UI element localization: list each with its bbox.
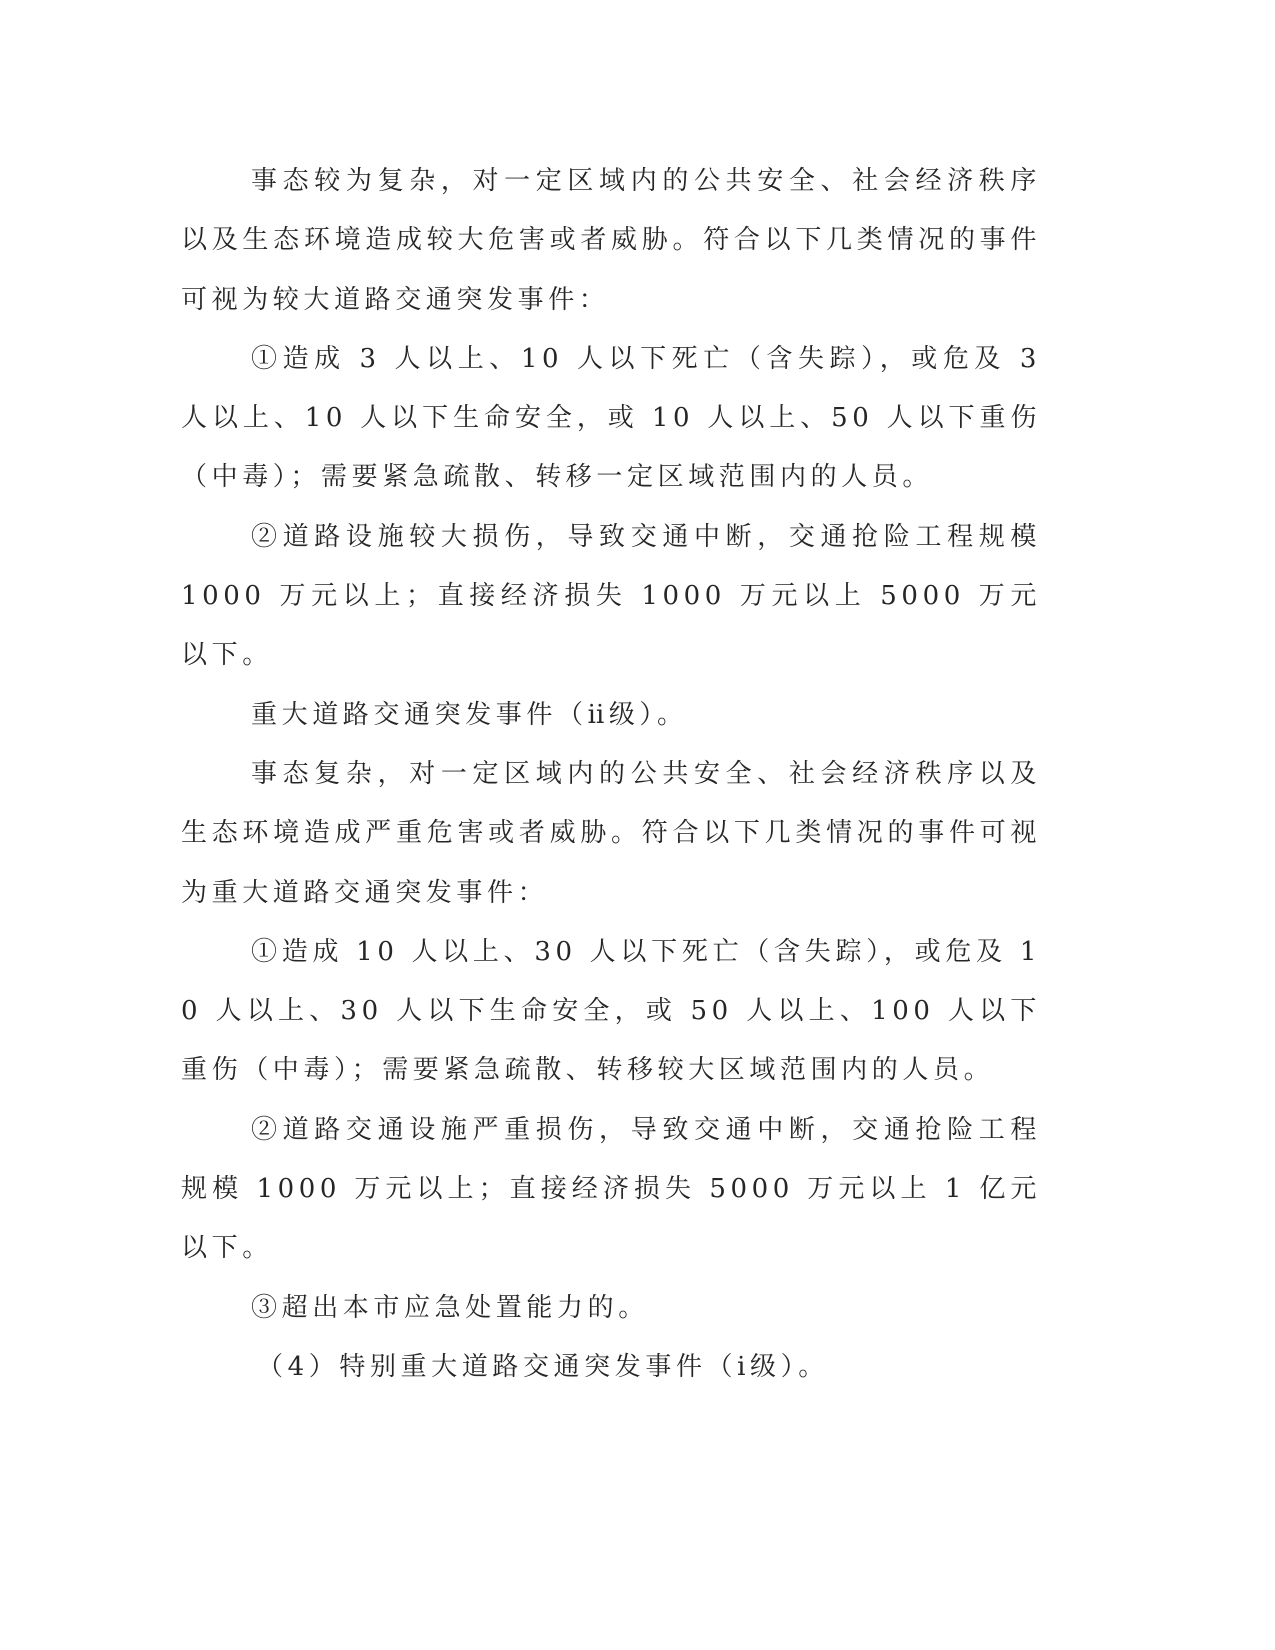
list-item-serious-capacity: ③超出本市应急处置能力的。: [251, 1292, 649, 1323]
section-heading-level-1: （4）特别重大道路交通突发事件（ⅰ级）。: [257, 1351, 829, 1382]
section-heading-level-2: 重大道路交通突发事件（ⅱ级）。: [251, 699, 688, 730]
list-item-major-road-damage: ②道路设施较大损伤，导致交通中断，交通抢险工程规模 1000 万元以上；直接经济损失 1000 万元以上 5000 万元以下。: [181, 521, 1041, 671]
list-item-major-casualties: ①造成 3 人以上、10 人以下死亡（含失踪），或危及 3 人以上、10 人以下生命安全，或 10 人以上、50 人以下重伤（中毒）；需要紧急疏散、转移一定区域范围内的人员。: [181, 343, 1041, 493]
list-item-serious-road-damage: ②道路交通设施严重损伤，导致交通中断，交通抢险工程规模 1000 万元以上；直接经济损失 5000 万元以上 1 亿元以下。: [181, 1114, 1041, 1264]
paragraph-intro-major: 事态较为复杂，对一定区域内的公共安全、社会经济秩序以及生态环境造成较大危害或者威胁。符合以下几类情况的事件可视为较大道路交通突发事件：: [181, 166, 1041, 315]
list-item-serious-casualties: ①造成 10 人以上、30 人以下死亡（含失踪），或危及 10 人以上、30 人以下生命安全，或 50 人以上、100 人以下重伤（中毒）；需要紧急疏散、转移较大区域范围内的人员。: [181, 936, 1041, 1086]
paragraph-intro-serious: 事态复杂，对一定区域内的公共安全、社会经济秩序以及生态环境造成严重危害或者威胁。符合以下几类情况的事件可视为重大道路交通突发事件：: [181, 758, 1041, 908]
document-body: [181, 152, 1041, 1397]
